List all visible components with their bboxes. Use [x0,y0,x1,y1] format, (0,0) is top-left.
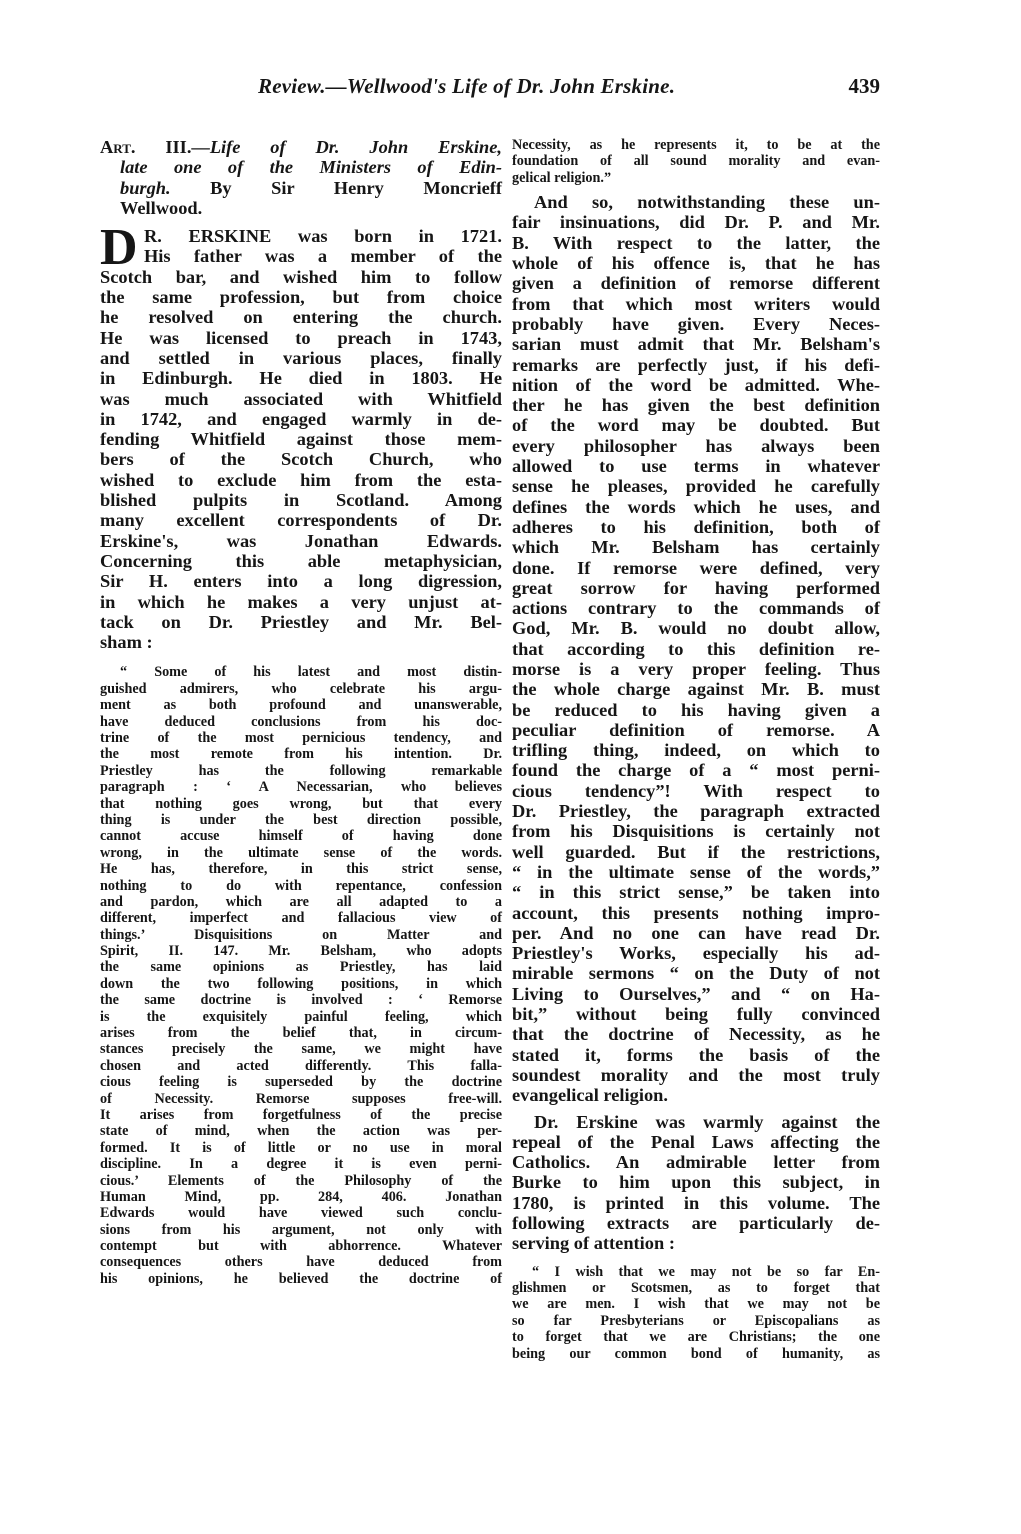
text-line: many excellent correspondents of Dr. [100,510,502,531]
text-line: And so, notwithstanding these un- [534,192,880,213]
text-line: stances precisely the same, we might have [100,1041,502,1058]
text-line: soundest morality and the most truly [512,1064,880,1085]
text-line: guished admirers, who celebrate his argu- [100,680,502,697]
text-line: fair insinuations, did Dr. P. and Mr. [512,212,880,233]
page-header [258,74,880,104]
text-line: Catholics. An admirable letter from [512,1152,880,1173]
text-line: consequences others have deduced from [100,1254,502,1271]
text-line: that according to this definition re- [512,638,880,659]
text-line: tack on Dr. Priestley and Mr. Bel- [100,611,502,632]
text-line: Human Mind, pp. 284, 406. Jonathan [100,1188,502,1205]
text-line: and settled in various places, finally [100,347,502,368]
text-line: Necessity, as he represents it, to be at the [512,137,880,153]
text-line: well guarded. But if the restrictions, [512,841,880,862]
text-line: blished pulpits in Scotland. Among [100,490,502,511]
text-line: state of mind, when the action was per- [100,1123,502,1140]
text-line: morse is a very proper feeling. Thus [512,659,880,679]
text-line: wished to exclude him from the esta- [100,469,502,490]
text-line: trine of the most pernicious tendency, and [100,729,502,746]
text-line: sions from his argument, not only with [100,1221,502,1238]
text-line: mirable sermons “ on the Duty of not [512,963,880,984]
text-line: cious.’ Elements of the Philosophy of the [100,1172,502,1189]
text-line: cious feeling is superseded by the doctrine [100,1074,502,1091]
text-line: stated it, forms the basis of the [512,1044,880,1065]
text-line: Spirit, II. 147. Mr. Belsham, who adopts [100,943,502,960]
text-line: Concerning this able metaphysician, [100,550,502,571]
left-column [100,137,502,1287]
text-line: following extracts are particularly de- [512,1213,880,1234]
text-line: trifling thing, indeed, on which to [512,740,880,761]
text-line: gelical religion.” [512,169,612,186]
text-line: cious tendency”! With respect to [512,780,880,801]
text-line: sarian must admit that Mr. Belsham's [512,334,880,355]
paragraph-belsham-priestley [512,192,880,1105]
text-line: so far Presbyterians or Episcopalians as [512,1312,880,1329]
text-line: he resolved on entering the church. [100,307,502,328]
text-line: the most remote from his intention. Dr. [100,746,502,763]
text-line: “ in this strict sense,” be taken into [512,882,880,903]
article-title [100,137,502,218]
text-line: He was licensed to preach in 1743, [100,327,502,348]
text-line: Dr. Priestley, the paragraph extracted [512,801,880,822]
text-line: actions contrary to the commands of [512,598,880,619]
text-line: allowed to use terms in whatever [512,456,880,477]
text-line: the same profession, but from choice [100,287,502,308]
text-line: B. With respect to the latter, the [512,232,880,253]
article-title-line: Wellwood. [120,197,203,218]
quotation-block [100,664,502,1287]
text-line: given a definition of remorse different [512,273,880,294]
article-title-line: burgh. [120,177,171,198]
text-line: whole of his offence is, that he has [512,253,880,274]
text-line: cannot accuse himself of having done [100,828,502,845]
text-line: bers of the Scotch Church, who [100,449,502,470]
text-line: Scotch bar, and wished him to follow [100,266,502,287]
text-line: God, Mr. B. would no doubt allow, [512,618,880,639]
text-line: was much associated with Whitfield [100,388,502,409]
text-line: peculiar definition of remorse. A [512,719,880,740]
text-line: paragraph : ‘ A Necessarian, who believes [100,779,502,796]
text-line: found the charge of a “ most perni- [512,760,880,781]
text-line: great sorrow for having performed [512,577,880,598]
page-number: 439 [848,74,880,98]
text-line: the same doctrine is involved : ‘ Remorse [100,992,502,1009]
text-line: Burke to him upon this subject, in [512,1172,880,1193]
text-line: is the exquisitely painful feeling, which [100,1008,502,1025]
paragraph-penal-laws [512,1112,880,1254]
right-column [512,137,880,1362]
article-label: Art. III.— [100,137,210,157]
text-line: discipline. In a degree it is even perni- [100,1156,502,1173]
text-line: “ Some of his latest and most distin- [120,664,502,681]
running-head: Review.—Wellwood's Life of Dr. John Erskine. [258,74,676,98]
text-line: Living to Ourselves,” and “ on Ha- [512,983,880,1004]
text-line: Priestley has the following remarkable [100,762,502,779]
text-line: defines the words which he uses, and [512,496,880,517]
text-line: from his Disquisitions is certainly not [512,821,880,842]
text-line: probably have given. Every Neces- [512,313,880,334]
text-line: “ in the ultimate sense of the words,” [512,861,880,882]
burke-quotation [512,1264,880,1362]
text-line: thing is under the best direction possible, [100,811,502,828]
text-line: foundation of all sound morality and evan- [512,153,880,170]
article-title-line: Life of Dr. John Erskine, [209,137,502,157]
quotation-end [512,137,880,186]
text-line: chosen and acted differently. This falla- [100,1057,502,1074]
text-line: Dr. Erskine was warmly against the [534,1111,880,1132]
text-line: wrong, in the ultimate sense of the words. [100,844,502,861]
text-line: of the word may be doubted. But [512,415,880,436]
text-line: repeal of the Penal Laws affecting the [512,1131,880,1152]
text-line: every philosopher has always been [512,435,880,456]
text-line: It arises from forgetfulness of the precise [100,1106,502,1123]
text-line: things.’ Disquisitions on Matter and [100,926,502,943]
text-line: done. If remorse were defined, very [512,557,880,578]
text-line: and pardon, which are all adapted to a [100,893,502,910]
text-line: the whole charge against Mr. B. must [512,679,880,700]
text-line: “ I wish that we may not be so far En- [532,1263,880,1280]
text-line: have deduced conclusions from his doc- [100,713,502,730]
text-line: adheres to his definition, both of [512,516,880,537]
text-line: the same opinions as Priestley, has laid [100,959,502,976]
intro-paragraph [100,219,502,653]
text-line: bit,” without being fully convinced [512,1004,880,1025]
text-line: remarks are perfectly just, if his defi- [512,354,880,375]
text-line: different, imperfect and fallacious view of [100,910,502,927]
text-line: which Mr. Belsham has certainly [512,537,880,558]
text-line: down the two following positions, in which [100,975,502,992]
text-line: per. And no one can have read Dr. [512,922,880,943]
text-line: nothing to do with repentance, confession [100,877,502,894]
text-line: that nothing goes wrong, but that every [100,795,502,812]
text-line: evangelical religion. [512,1085,668,1106]
text-line: to forget that we are Christians; the one [512,1329,880,1346]
article-author-line: By Sir Henry Moncrieff [210,177,502,198]
text-line: Erskine's, was Jonathan Edwards. [100,530,502,551]
text-line: nition of the word be admitted. Whe- [512,374,880,395]
text-line: serving of attention : [512,1233,675,1254]
text-line: Edwards would have viewed such conclu- [100,1205,502,1222]
text-line: in 1742, and engaged warmly in de- [100,408,502,429]
text-line: in which he makes a very unjust at- [100,591,502,612]
text-line: sham : [100,632,153,653]
text-line: contempt but with abhorrence. Whatever [100,1238,502,1255]
text-line: He has, therefore, in this strict sense, [100,861,502,878]
text-line: being our common bond of humanity, as [512,1345,880,1362]
text-line: his opinions, he believed the doctrine of [100,1270,502,1287]
text-line: fending Whitfield against those mem- [100,429,502,450]
text-line: R. ERSKINE was born in 1721. [144,226,502,247]
text-line: Priestley's Works, especially his ad- [512,943,880,964]
text-line: of Necessity. Remorse supposes free-will. [100,1090,502,1107]
text-line: we are men. I wish that we may not be [512,1296,880,1313]
article-title-line: late one of the Ministers of Edin- [120,157,502,178]
text-line: be reduced to his having given a [512,699,880,720]
text-line: in Edinburgh. He died in 1803. He [100,368,502,389]
text-line: ther he has given the best definition [512,395,880,416]
drop-cap: D [100,219,138,277]
text-line: His father was a member of the [144,246,502,267]
text-line: 1780, is printed in this volume. The [512,1192,880,1213]
text-line: account, this presents nothing impro- [512,902,880,923]
text-line: arises from the belief that, in circum- [100,1025,502,1042]
text-line: sense he pleases, provided he carefully [512,476,880,497]
text-line: that the doctrine of Necessity, as he [512,1024,880,1045]
text-line: glishmen or Scotsmen, as to forget that [512,1280,880,1296]
text-line: from that which most writers would [512,293,880,314]
text-line: formed. It is of little or no use in moral [100,1139,502,1156]
text-line: ment as both profound and unanswerable, [100,697,502,714]
text-line: Sir H. enters into a long digression, [100,571,502,592]
